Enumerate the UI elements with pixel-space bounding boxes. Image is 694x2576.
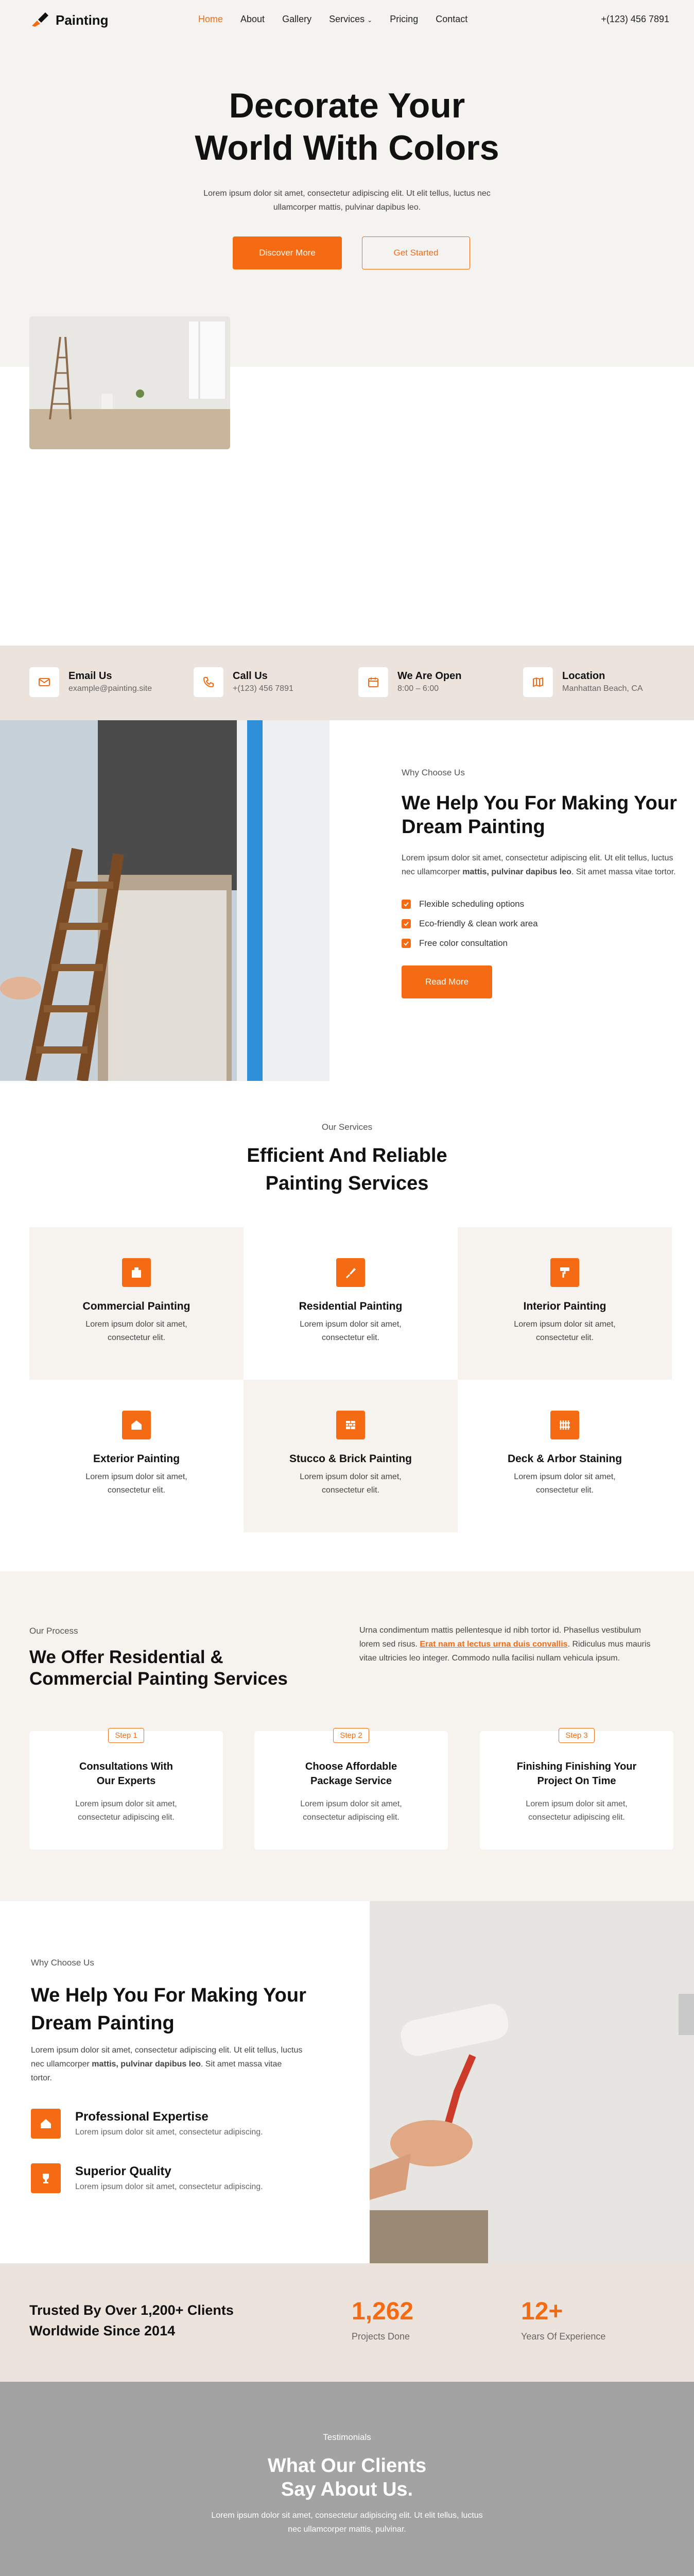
get-started-button[interactable]: Get Started [362, 236, 470, 269]
service-desc: Lorem ipsum dolor sit amet, consectetur elit. [514, 1472, 616, 1495]
step-title-line1: Choose Affordable [305, 1761, 397, 1772]
service-title: Commercial Painting [82, 1300, 190, 1312]
home-icon [31, 2109, 61, 2139]
why2-body [31, 2043, 304, 2085]
discover-more-button[interactable]: Discover More [233, 236, 342, 269]
services-eyebrow: Our Services [321, 1122, 373, 1132]
why2-body-text-end: . Sit amet massa vitae tortor. [31, 2060, 282, 2082]
why2-eyebrow: Why Choose Us [31, 1958, 94, 1968]
service-title: Residential Painting [299, 1300, 403, 1312]
step-badge: Step 1 [108, 1728, 144, 1743]
stat-value: 12+ [521, 2298, 563, 2325]
checkbox-icon [402, 939, 411, 948]
services-header [0, 1122, 694, 1197]
feature-checklist [402, 894, 680, 953]
process-step-card [254, 1731, 448, 1850]
stats-section [0, 2263, 694, 2382]
stat-label: Years Of Experience [521, 2331, 606, 2342]
contact-title: We Are Open [397, 670, 462, 682]
calendar-icon [358, 667, 388, 697]
testimonials-eyebrow: Testimonials [323, 2432, 371, 2442]
why-body-text: Lorem ipsum dolor sit amet, consectetur adipiscing elit. Ut elit tellus, luctus nec ullamcorper [402, 854, 673, 876]
mail-icon [29, 667, 59, 697]
empty-room-image [29, 316, 230, 449]
step-badge: Step 3 [559, 1728, 594, 1743]
process-step-card [29, 1731, 223, 1850]
header-phone[interactable]: +(123) 456 7891 [601, 14, 669, 24]
brick-icon [336, 1411, 365, 1439]
painter-ladder-image [0, 720, 329, 1081]
contact-strip [0, 646, 694, 720]
step-title [480, 1759, 673, 1788]
contact-title: Email Us [68, 670, 112, 682]
hero-title [0, 84, 694, 169]
step-title-line1: Consultations With [79, 1761, 173, 1772]
why2-title-line2: Dream Painting [31, 2012, 175, 2034]
nav-gallery[interactable]: Gallery [282, 14, 312, 24]
step-title [254, 1759, 448, 1788]
check-label: Free color consultation [419, 938, 508, 948]
process-body-link[interactable]: Erat nam at lectus urna duis convallis [420, 1640, 568, 1649]
building-icon [122, 1258, 151, 1287]
why-eyebrow: Why Choose Us [402, 768, 465, 777]
trophy-icon [31, 2163, 61, 2193]
nav-home[interactable]: Home [198, 14, 223, 24]
hero-title-line1: Decorate Your [229, 86, 465, 125]
testimonials-title [0, 2454, 694, 2501]
process-body-text: Urna condimentum mattis pellentesque id nibh tortor id. Phasellus vestibulum lorem sed risus. [359, 1626, 641, 1649]
nav-about[interactable]: About [240, 14, 265, 24]
contact-title: Location [562, 670, 605, 682]
read-more-button[interactable]: Read More [402, 965, 492, 998]
contact-item-hours [358, 667, 461, 697]
testimonials-subtitle: Lorem ipsum dolor sit amet, consectetur adipiscing elit. Ut elit tellus, luctus nec ullamcorper mattis, pulvinar. [211, 2511, 483, 2534]
service-title: Exterior Painting [93, 1453, 180, 1465]
service-desc: Lorem ipsum dolor sit amet, consectetur elit. [514, 1320, 616, 1342]
brush-icon [336, 1258, 365, 1287]
check-item [402, 894, 680, 914]
services-title [0, 1142, 694, 1197]
feature-item [31, 2109, 319, 2140]
services-title-line2: Painting Services [265, 1173, 429, 1194]
feature-title: Superior Quality [75, 2164, 171, 2178]
step-badge: Step 2 [333, 1728, 369, 1743]
paint-roller-icon [550, 1258, 579, 1287]
services-title-line1: Efficient And Reliable [247, 1145, 447, 1166]
check-label: Eco-friendly & clean work area [419, 919, 538, 928]
why2-title-line1: We Help You For Making Your [31, 1985, 306, 2006]
service-card-stucco[interactable] [244, 1380, 458, 1532]
paintbrush-icon [31, 11, 49, 29]
step-title [29, 1759, 223, 1788]
nav-services[interactable] [329, 14, 372, 25]
fence-icon [550, 1411, 579, 1439]
contact-item-call[interactable] [194, 667, 293, 697]
feature-title: Professional Expertise [75, 2110, 209, 2124]
service-desc: Lorem ipsum dolor sit amet, consectetur elit. [85, 1320, 187, 1342]
nav-pricing[interactable]: Pricing [390, 14, 419, 24]
service-card-interior[interactable] [458, 1227, 672, 1380]
step-title-line2: Project On Time [537, 1775, 616, 1787]
step-title-line2: Our Experts [96, 1775, 156, 1787]
feature-desc: Lorem ipsum dolor sit amet, consectetur adipiscing. [75, 2182, 263, 2191]
service-card-commercial[interactable] [29, 1227, 244, 1380]
contact-value: example@painting.site [68, 684, 152, 693]
nav-services-label: Services [329, 14, 365, 24]
chevron-down-icon: ⌄ [367, 16, 373, 24]
process-body [359, 1623, 663, 1665]
why-choose-us-section-2 [31, 1958, 319, 2194]
service-title: Stucco & Brick Painting [289, 1453, 412, 1465]
why2-body-bold: mattis, pulvinar dapibus leo [92, 2060, 201, 2069]
service-desc: Lorem ipsum dolor sit amet, consectetur elit. [300, 1320, 402, 1342]
process-title-line2: Commercial Painting Services [29, 1669, 288, 1689]
testimonials-title-line1: What Our Clients [267, 2455, 427, 2477]
stats-headline [29, 2300, 234, 2341]
process-body-text-end: . Ridiculus mus mauris vitae ultricies leo integer. Commodo nulla facilisi nullam vehicula ipsum. [359, 1640, 651, 1663]
checkbox-icon [402, 900, 411, 909]
nav-contact[interactable]: Contact [436, 14, 468, 24]
service-desc: Lorem ipsum dolor sit amet, consectetur elit. [300, 1472, 402, 1495]
process-section [0, 1571, 694, 1901]
service-desc: Lorem ipsum dolor sit amet, consectetur elit. [85, 1472, 187, 1495]
header-nav [0, 0, 694, 41]
service-card-exterior[interactable] [29, 1380, 244, 1532]
process-title-line1: We Offer Residential & [29, 1647, 223, 1667]
hero-subtitle: Lorem ipsum dolor sit amet, consectetur adipiscing elit. Ut elit tellus, luctus nec ullamcorper mattis, pulvinar dapibus leo. [203, 189, 491, 212]
step-desc: Lorem ipsum dolor sit amet, consectetur adipiscing elit. [300, 1800, 402, 1822]
why-body-bold: mattis, pulvinar dapibus leo [462, 868, 571, 876]
service-card-residential[interactable] [244, 1227, 458, 1380]
brand-name: Painting [56, 12, 109, 28]
why-choose-us-section [402, 768, 680, 998]
step-desc: Lorem ipsum dolor sit amet, consectetur adipiscing elit. [75, 1800, 177, 1822]
contact-title: Call Us [233, 670, 268, 682]
stats-headline-line2: Worldwide Since 2014 [29, 2323, 176, 2338]
contact-item-email[interactable] [29, 667, 152, 697]
stat-years [521, 2296, 605, 2342]
step-desc: Lorem ipsum dolor sit amet, consectetur adipiscing elit. [526, 1800, 628, 1822]
stat-value: 1,262 [352, 2298, 414, 2325]
contact-item-location[interactable] [523, 667, 643, 697]
service-title: Deck & Arbor Staining [507, 1453, 622, 1465]
stats-headline-line1: Trusted By Over 1,200+ Clients [29, 2302, 234, 2318]
phone-icon [194, 667, 223, 697]
service-card-deck[interactable] [458, 1380, 672, 1532]
why-title: We Help You For Making Your Dream Painting [402, 792, 677, 838]
check-item [402, 914, 680, 934]
stat-label: Projects Done [352, 2331, 410, 2342]
testimonials-section [0, 2382, 694, 2576]
feature-item [31, 2163, 319, 2194]
map-icon [523, 667, 553, 697]
main-menu [198, 14, 467, 25]
house-icon [122, 1411, 151, 1439]
hero-title-line2: World With Colors [195, 128, 499, 167]
why2-body-text: Lorem ipsum dolor sit amet, consectetur adipiscing elit. Ut elit tellus, luctus nec ullamcorper [31, 2046, 303, 2069]
stat-projects [352, 2296, 413, 2342]
brand-logo[interactable] [31, 11, 109, 29]
check-label: Flexible scheduling options [419, 899, 525, 909]
process-eyebrow: Our Process [29, 1626, 78, 1636]
paint-roller-wall-image [370, 1901, 694, 2263]
contact-value: Manhattan Beach, CA [562, 684, 643, 693]
step-title-line2: Package Service [310, 1775, 392, 1787]
why2-title [31, 1981, 319, 2037]
feature-desc: Lorem ipsum dolor sit amet, consectetur adipiscing. [75, 2128, 263, 2137]
process-title [29, 1647, 288, 1690]
service-title: Interior Painting [523, 1300, 606, 1312]
why-body-text-end: . Sit amet massa vitae tortor. [571, 868, 676, 876]
contact-value: +(123) 456 7891 [233, 684, 293, 693]
step-title-line1: Finishing Finishing Your [516, 1761, 637, 1772]
check-item [402, 934, 680, 953]
process-heading [29, 1626, 288, 1690]
process-step-card [480, 1731, 673, 1850]
checkbox-icon [402, 919, 411, 928]
why-body [402, 851, 680, 879]
contact-value: 8:00 – 6:00 [397, 684, 439, 693]
testimonials-title-line2: Say About Us. [281, 2479, 413, 2500]
